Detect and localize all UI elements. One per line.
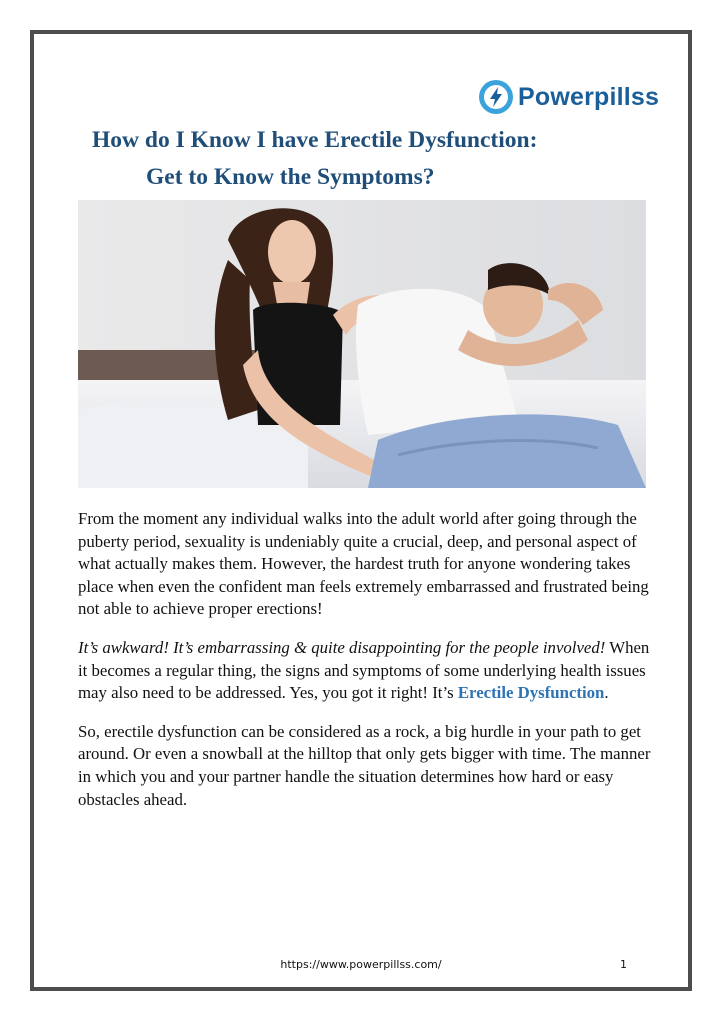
paragraph-2-text: When it becomes a regular thing, the signs and symptoms of some underlying health issues may also need to be addressed. Yes, you got it right! It’s — [78, 637, 650, 703]
document-page — [30, 30, 692, 991]
paragraph-2-end: . — [604, 683, 609, 703]
bolt-circle-icon — [478, 79, 514, 115]
footer-url[interactable]: https://www.powerpillss.com/ — [280, 958, 442, 971]
italic-lead: It’s awkward! It’s embarrassing & quite disappointing for the people involved! — [78, 637, 606, 657]
title-line-1: How do I Know I have Erectile Dysfunction: — [92, 127, 538, 153]
paragraph-1: From the moment any individual walks into the adult world after going through the puberty period, sexuality is undeniably quite a crucial, deep, and personal aspect of what actually makes them. However, the hardest truth for anyone wondering takes place when even the confident man feels extremely embarrassed and frustrated being not able to achieve proper erections! — [78, 509, 649, 619]
page-title — [92, 122, 652, 196]
paragraph-2 — [78, 637, 658, 705]
title-line-2: Get to Know the Symptoms? — [146, 164, 435, 190]
brand-logo[interactable] — [478, 79, 659, 115]
article-body — [78, 508, 658, 827]
paragraph-3: So, erectile dysfunction can be considered as a rock, a big hurdle in your path to get around. Or even a snowball at the hilltop that only gets bigger with time. The manner in which you and your partner handle the situation determines how hard or easy obstacles ahead. — [78, 721, 651, 809]
couple-photo — [78, 200, 646, 488]
page-number: 1 — [620, 958, 627, 971]
erectile-dysfunction-link[interactable]: Erectile Dysfunction — [457, 683, 605, 703]
brand-name: Powerpillss — [518, 82, 660, 111]
